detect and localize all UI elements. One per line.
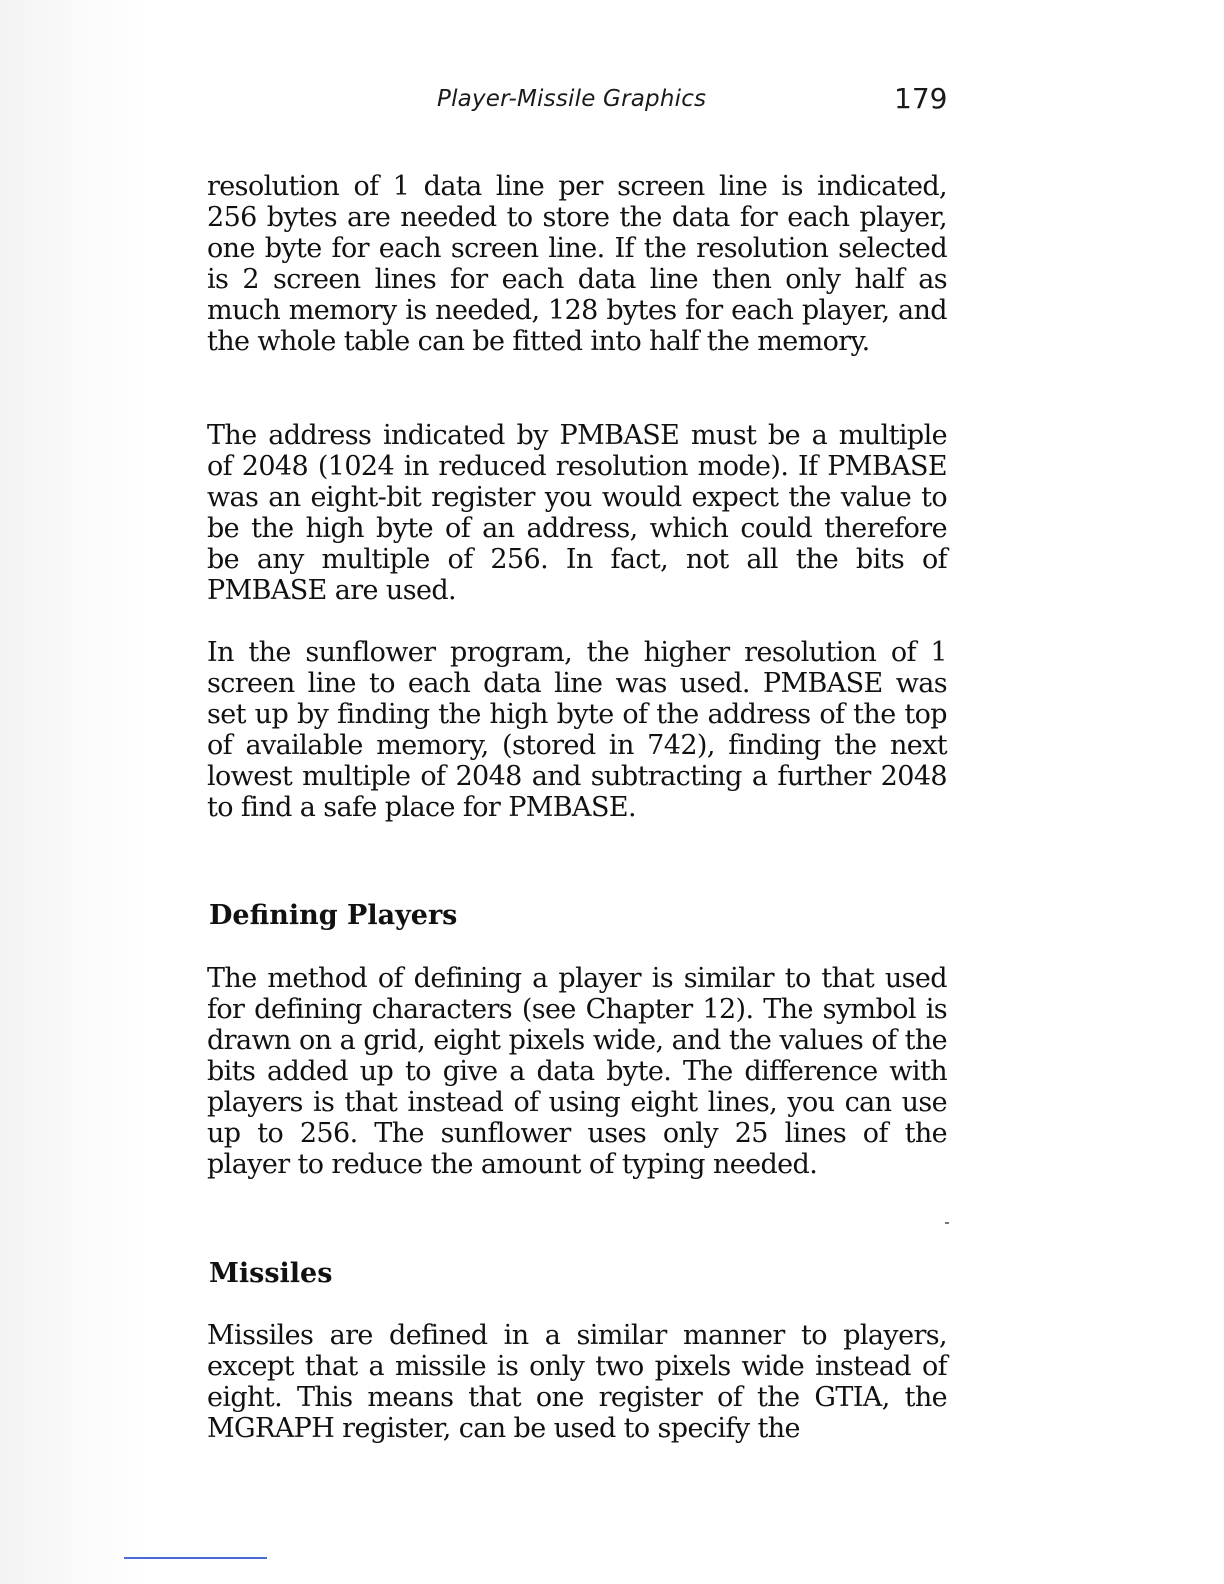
heading-missiles: Missiles [209, 1258, 333, 1289]
paragraph-defining-players: The method of defining a player is similar to that used for defining characters (see Chapter 12). The symbol is drawn on a grid, eight pixels wide, and the values of the bits added up to give a data byte. The difference with players is that instead of using eight lines, you can use up to 256. The sunflower uses only 25 lines of the player to reduce the amount of typing needed. [207, 963, 947, 1180]
page-number: 179 [894, 82, 948, 115]
bottom-rule [124, 1557, 267, 1559]
paragraph-pmbase-address: The address indicated by PMBASE must be a multiple of 2048 (1024 in reduced resolution mode). If PMBASE was an eight-bit register you would expect the value to be the high byte of an address, which could therefore be any multiple of 256. In fact, not all the bits of PMBASE are used. [207, 420, 947, 606]
paragraph-sunflower-program: In the sunflower program, the higher resolution of 1 screen line to each data line was used. PMBASE was set up by finding the high byte of the address of the top of available memory, (stored in 742), finding the next lowest multiple of 2048 and subtracting a further 2048 to find a safe place for PMBASE. [207, 637, 947, 823]
scan-speck [945, 1222, 949, 1224]
running-head-title: Player-Missile Graphics [437, 86, 707, 112]
heading-defining-players: Defining Players [209, 900, 458, 931]
page-margin-shadow [0, 0, 150, 1584]
paragraph-missiles: Missiles are defined in a similar manner to players, except that a missile is only two pixels wide instead of eight. This means that one register of the GTIA, the MGRAPH register, can be used to specify the [207, 1320, 947, 1444]
paragraph-resolution: resolution of 1 data line per screen line is indicated, 256 bytes are needed to store the data for each player, one byte for each screen line. If the resolution selected is 2 screen lines for each data line then only half as much memory is needed, 128 bytes for each player, and the whole table can be fitted into half the memory. [207, 171, 947, 357]
